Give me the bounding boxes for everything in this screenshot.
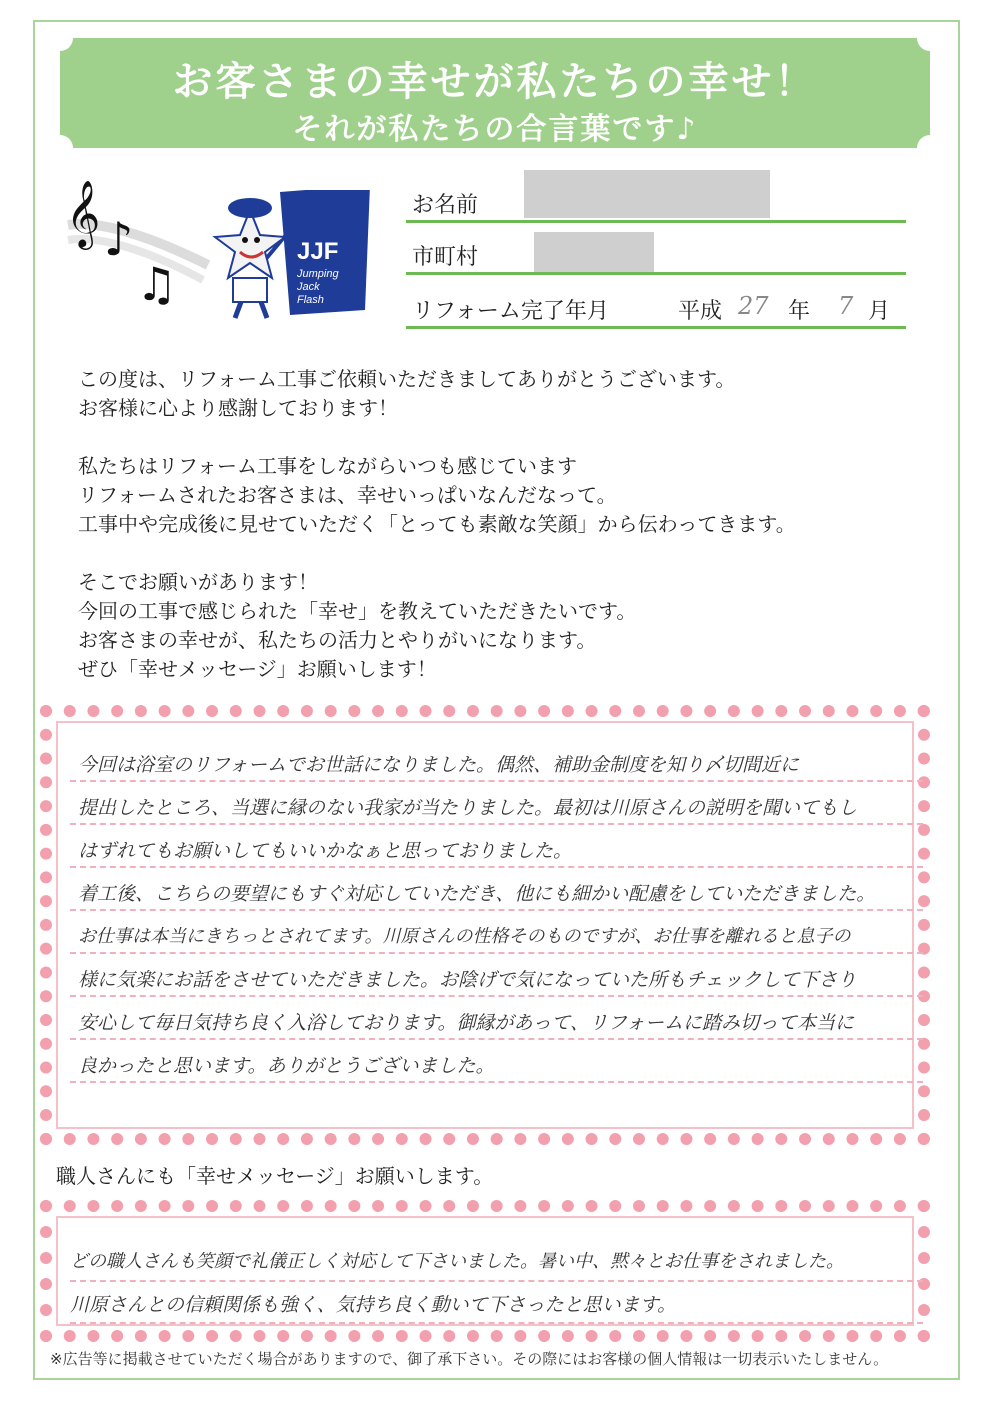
banner-corner (47, 25, 73, 51)
logo-wordmark (297, 268, 339, 307)
message-line: 着工後、こちらの要望にもすぐ対応していただき、他にも細かい配慮をしていただきました。 (78, 883, 876, 905)
mascot-icon (205, 190, 375, 330)
message-line: はずれてもお願いしてもいいかなぁと思っておりました。 (78, 840, 573, 862)
writing-line (70, 823, 923, 825)
svg-text:𝄞: 𝄞 (66, 179, 101, 247)
intro-line: お客さまの幸せが、私たちの活力とやりがいになります。 (78, 628, 597, 652)
message-line: 提出したところ、当選に縁のない我家が当たりました。最初は川原さんの説明を聞いてもし (78, 797, 858, 819)
craftsman-line: どの職人さんも笑顔で礼儀正しく対応して下さいました。暑い中、黙々とお仕事をされました。 (70, 1251, 844, 1272)
intro-line: お客様に心より感謝しております！ (78, 396, 398, 420)
completion-label: リフォーム完了年月 (412, 299, 609, 324)
message-line: 様に気楽にお話をさせていただきました。お陰げで気になっていた所もチェックして下さり (78, 969, 857, 991)
city-field (406, 232, 906, 275)
banner-corner (917, 25, 943, 51)
writing-line (70, 952, 923, 954)
logo-initials: JJF (297, 238, 339, 265)
intro-line: 私たちはリフォーム工事をしながらいつも感じています (78, 454, 577, 478)
intro-line: 工事中や完成後に見せていただく「とっても素敵な笑顔」から伝わってきます。 (78, 512, 796, 536)
banner-headline: お客さまの幸せが私たちの幸せ！ (172, 59, 818, 105)
message-line: 今回は浴室のリフォームでお世話になりました。偶然、補助金制度を知り〆切間近に (78, 754, 800, 776)
era-label: 平成 (678, 299, 723, 324)
logo-word: Jumping (297, 268, 339, 280)
writing-line (70, 1322, 923, 1324)
completion-month: 7 (838, 292, 854, 320)
message-line: お仕事は本当にきちっとされてます。川原さんの性格そのものですが、お仕事を離れると息子の (78, 926, 851, 947)
intro-line: リフォームされたお客さまは、幸せいっぱいなんだなって。 (78, 483, 617, 507)
completion-field (406, 286, 906, 329)
intro-text (78, 365, 796, 713)
city-redaction (534, 232, 654, 272)
intro-line: この度は、リフォーム工事ご依頼いただきましてありがとうございます。 (78, 367, 736, 391)
logo-word: Flash (297, 294, 324, 306)
year-unit: 年 (788, 299, 811, 324)
music-notes-icon (58, 165, 228, 315)
writing-line (70, 909, 923, 911)
writing-line (70, 780, 923, 782)
name-label: お名前 (412, 193, 479, 218)
writing-line (70, 995, 923, 997)
intro-line: 今回の工事で感じられた「幸せ」を教えていただきたいです。 (78, 599, 637, 623)
completion-year: 27 (738, 292, 769, 320)
banner-subheadline: それが私たちの合言葉です♪ (292, 112, 698, 147)
logo-word: Jack (297, 281, 320, 293)
month-unit: 月 (868, 299, 891, 324)
writing-line (70, 1038, 923, 1040)
intro-line: そこでお願いがあります！ (78, 570, 318, 594)
message-line: 良かったと思います。ありがとうございました。 (78, 1055, 495, 1077)
svg-text:♪: ♪ (104, 212, 134, 266)
name-redaction (524, 170, 770, 218)
svg-text:♫: ♫ (136, 257, 178, 311)
privacy-notice: ※広告等に掲載させていただく場合がありますので、御了承下さい。その際にはお客様の個人情報は一切表示いたしません。 (50, 1350, 889, 1368)
intro-line: ぜひ「幸せメッセージ」お願いします！ (78, 657, 437, 681)
name-field (406, 180, 906, 223)
craftsman-caption: 職人さんにも「幸せメッセージ」お願いします。 (56, 1164, 494, 1188)
city-label: 市町村 (412, 245, 479, 270)
header-banner (60, 38, 930, 148)
writing-line (70, 866, 923, 868)
jjf-logo (205, 190, 375, 330)
craftsman-line: 川原さんとの信頼関係も強く、気持ち良く動いて下さったと思います。 (70, 1294, 677, 1316)
writing-line (70, 1081, 923, 1083)
writing-line (70, 1280, 923, 1282)
message-line: 安心して毎日気持ち良く入浴しております。御縁があって、リフォームに踏み切って本当に (78, 1012, 854, 1034)
